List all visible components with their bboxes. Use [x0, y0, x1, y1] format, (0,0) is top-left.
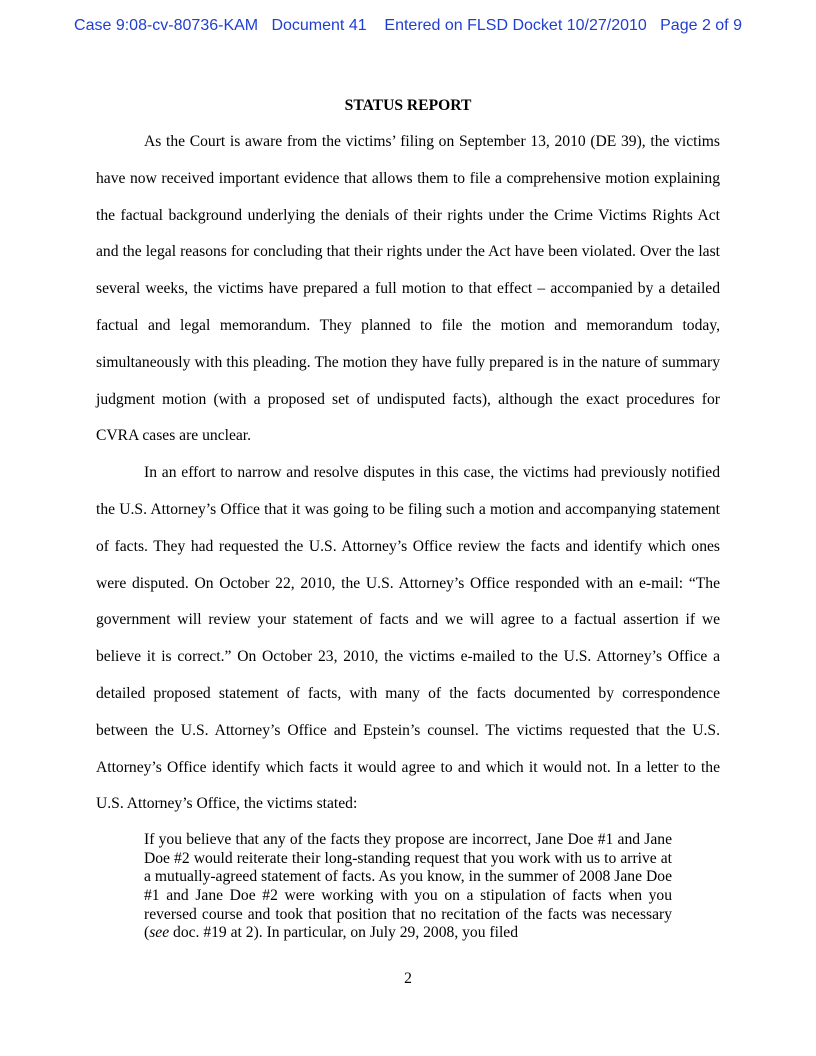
document-body [96, 92, 720, 943]
document-title: STATUS REPORT [344, 97, 472, 114]
case-header: Case 9:08-cv-80736-KAM Document 41 Entered on FLSD Docket 10/27/2010 Page 2 of 9 [74, 17, 742, 34]
block-quote [144, 831, 672, 943]
page-number: 2 [404, 970, 412, 987]
quote-italic-see: see [149, 924, 170, 942]
paragraph-1: As the Court is aware from the victims’ filing on September 13, 2010 (DE 39), the victims have now received important evidence that allows them to file a comprehensive motion explaining the factual background underlying the denials of their rights under the Crime Victims Rights Act and the legal reasons for concluding that their rights under the Act have been violated. Over the last several weeks, the victims have prepared a full motion to that effect – accompanied by a detailed factual and legal memorandum. They planned to file the motion and memorandum today, simultaneously with this pleading. The motion they have fully prepared is in the nature of summary judgment motion (with a proposed set of undisputed facts), although the exact procedures for CVRA cases are unclear. [96, 133, 720, 445]
quote-text-start: If you believe that any of the facts they propose are incorrect, Jane Doe #1 and Jane Doe #2 would reiterate their long-standing request that you work with us to arrive at a mutually-agreed statement of facts. As you know, in the summer of 2008 Jane Doe #1 and Jane Doe #2 were working with you on a stipulation of facts when you reversed course and took that position that no recitation of the facts was necessary ( [144, 831, 672, 942]
quote-text-end: doc. #19 at 2). In particular, on July 29, 2008, you filed [169, 924, 518, 942]
paragraph-2: In an effort to narrow and resolve disputes in this case, the victims had previously notified the U.S. Attorney’s Office that it was going to be filing such a motion and accompanying statement of facts. They had requested the U.S. Attorney’s Office review the facts and identify which ones were disputed. On October 22, 2010, the U.S. Attorney’s Office responded with an e-mail: “The government will review your statement of facts and we will agree to a factual assertion if we believe it is correct.” On October 23, 2010, the victims e-mailed to the U.S. Attorney’s Office a detailed proposed statement of facts, with many of the facts documented by correspondence between the U.S. Attorney’s Office and Epstein’s counsel. The victims requested that the U.S. Attorney’s Office identify which facts it would agree to and which it would not. In a letter to the U.S. Attorney’s Office, the victims stated: [96, 464, 720, 813]
